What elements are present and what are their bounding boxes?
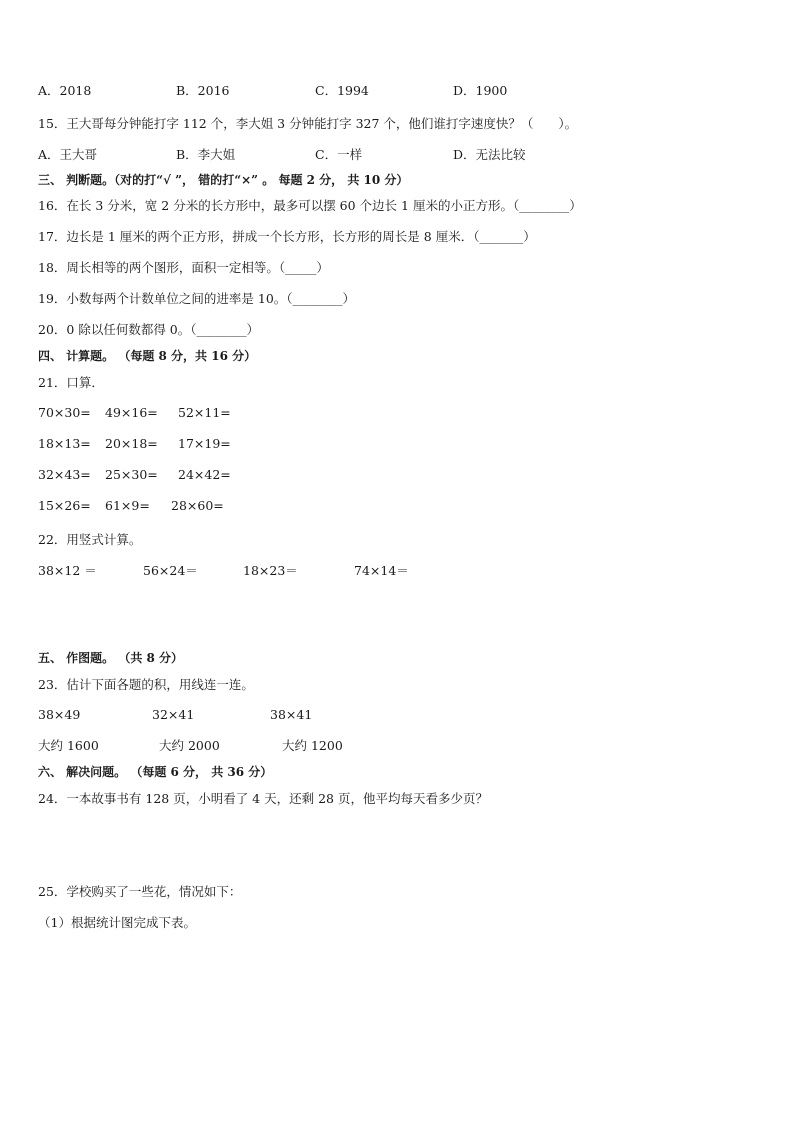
q20-text: 20．0 除以任何数都得 0。（________） bbox=[38, 322, 260, 337]
q21-item: 52×11= bbox=[178, 405, 231, 420]
q22-item: 56×24＝ bbox=[143, 563, 198, 578]
q25-sub1: （1）根据统计图完成下表。 bbox=[38, 915, 196, 930]
q22-item: 74×14＝ bbox=[354, 563, 409, 578]
section-6-title: 六、 解决问题。 （每题 6 分， 共 36 分） bbox=[38, 765, 273, 779]
q14-option-b: B．2016 bbox=[176, 83, 230, 98]
q15-option-c: C．一样 bbox=[315, 147, 363, 162]
q14-option-c: C．1994 bbox=[315, 83, 369, 98]
q21-item: 20×18= bbox=[105, 436, 158, 451]
q25-text: 25．学校购买了一些花，情况如下： bbox=[38, 884, 242, 899]
section-4-title: 四、 计算题。 （每题 8 分，共 16 分） bbox=[38, 349, 257, 363]
q14-option-a: A．2018 bbox=[38, 83, 92, 98]
q23-product: 38×41 bbox=[270, 707, 313, 722]
q23-product: 32×41 bbox=[152, 707, 195, 722]
q21-item: 61×9= bbox=[105, 498, 150, 513]
q21-item: 18×13= bbox=[38, 436, 91, 451]
q15-option-b: B．李大姐 bbox=[176, 147, 236, 162]
section-3-title: 三、 判断题。（对的打“√ ”， 错的打“×” 。 每题 2 分， 共 10 分） bbox=[38, 173, 409, 187]
q15-option-d: D．无法比较 bbox=[453, 147, 526, 162]
q23-text: 23．估计下面各题的积，用线连一连。 bbox=[38, 677, 254, 692]
q23-product: 38×49 bbox=[38, 707, 81, 722]
q21-item: 28×60= bbox=[171, 498, 224, 513]
q21-item: 32×43= bbox=[38, 467, 91, 482]
q21-item: 70×30= bbox=[38, 405, 91, 420]
q21-item: 25×30= bbox=[105, 467, 158, 482]
q15-option-a: A．王大哥 bbox=[38, 147, 98, 162]
q18-text: 18．周长相等的两个图形，面积一定相等。（_____） bbox=[38, 260, 329, 275]
q21-item: 15×26= bbox=[38, 498, 91, 513]
q21-item: 17×19= bbox=[178, 436, 231, 451]
q14-option-d: D．1900 bbox=[453, 83, 508, 98]
q23-estimate: 大约 1600 bbox=[38, 738, 99, 753]
q16-text: 16．在长 3 分米，宽 2 分米的长方形中，最多可以摆 60 个边长 1 厘米的小正方形。（________） bbox=[38, 198, 582, 213]
q23-estimate: 大约 2000 bbox=[159, 738, 220, 753]
q21-item: 49×16= bbox=[105, 405, 158, 420]
q15-text: 15．王大哥每分钟能打字 112 个，李大姐 3 分钟能打字 327 个，他们谁打字速度快？（ ）。 bbox=[38, 116, 578, 131]
q22-item: 38×12 ＝ bbox=[38, 563, 97, 578]
q22-text: 22．用竖式计算。 bbox=[38, 532, 142, 547]
q19-text: 19．小数每两个计数单位之间的进率是 10。（________） bbox=[38, 291, 356, 306]
section-5-title: 五、 作图题。 （共 8 分） bbox=[38, 651, 184, 665]
q21-item: 24×42= bbox=[178, 467, 231, 482]
q21-text: 21．口算． bbox=[38, 375, 104, 390]
q24-text: 24．一本故事书有 128 页，小明看了 4 天，还剩 28 页，他平均每天看多少页？ bbox=[38, 791, 488, 806]
q23-estimate: 大约 1200 bbox=[282, 738, 343, 753]
q17-text: 17．边长是 1 厘米的两个正方形，拼成一个长方形，长方形的周长是 8 厘米．（_______） bbox=[38, 229, 536, 244]
q22-item: 18×23＝ bbox=[243, 563, 298, 578]
